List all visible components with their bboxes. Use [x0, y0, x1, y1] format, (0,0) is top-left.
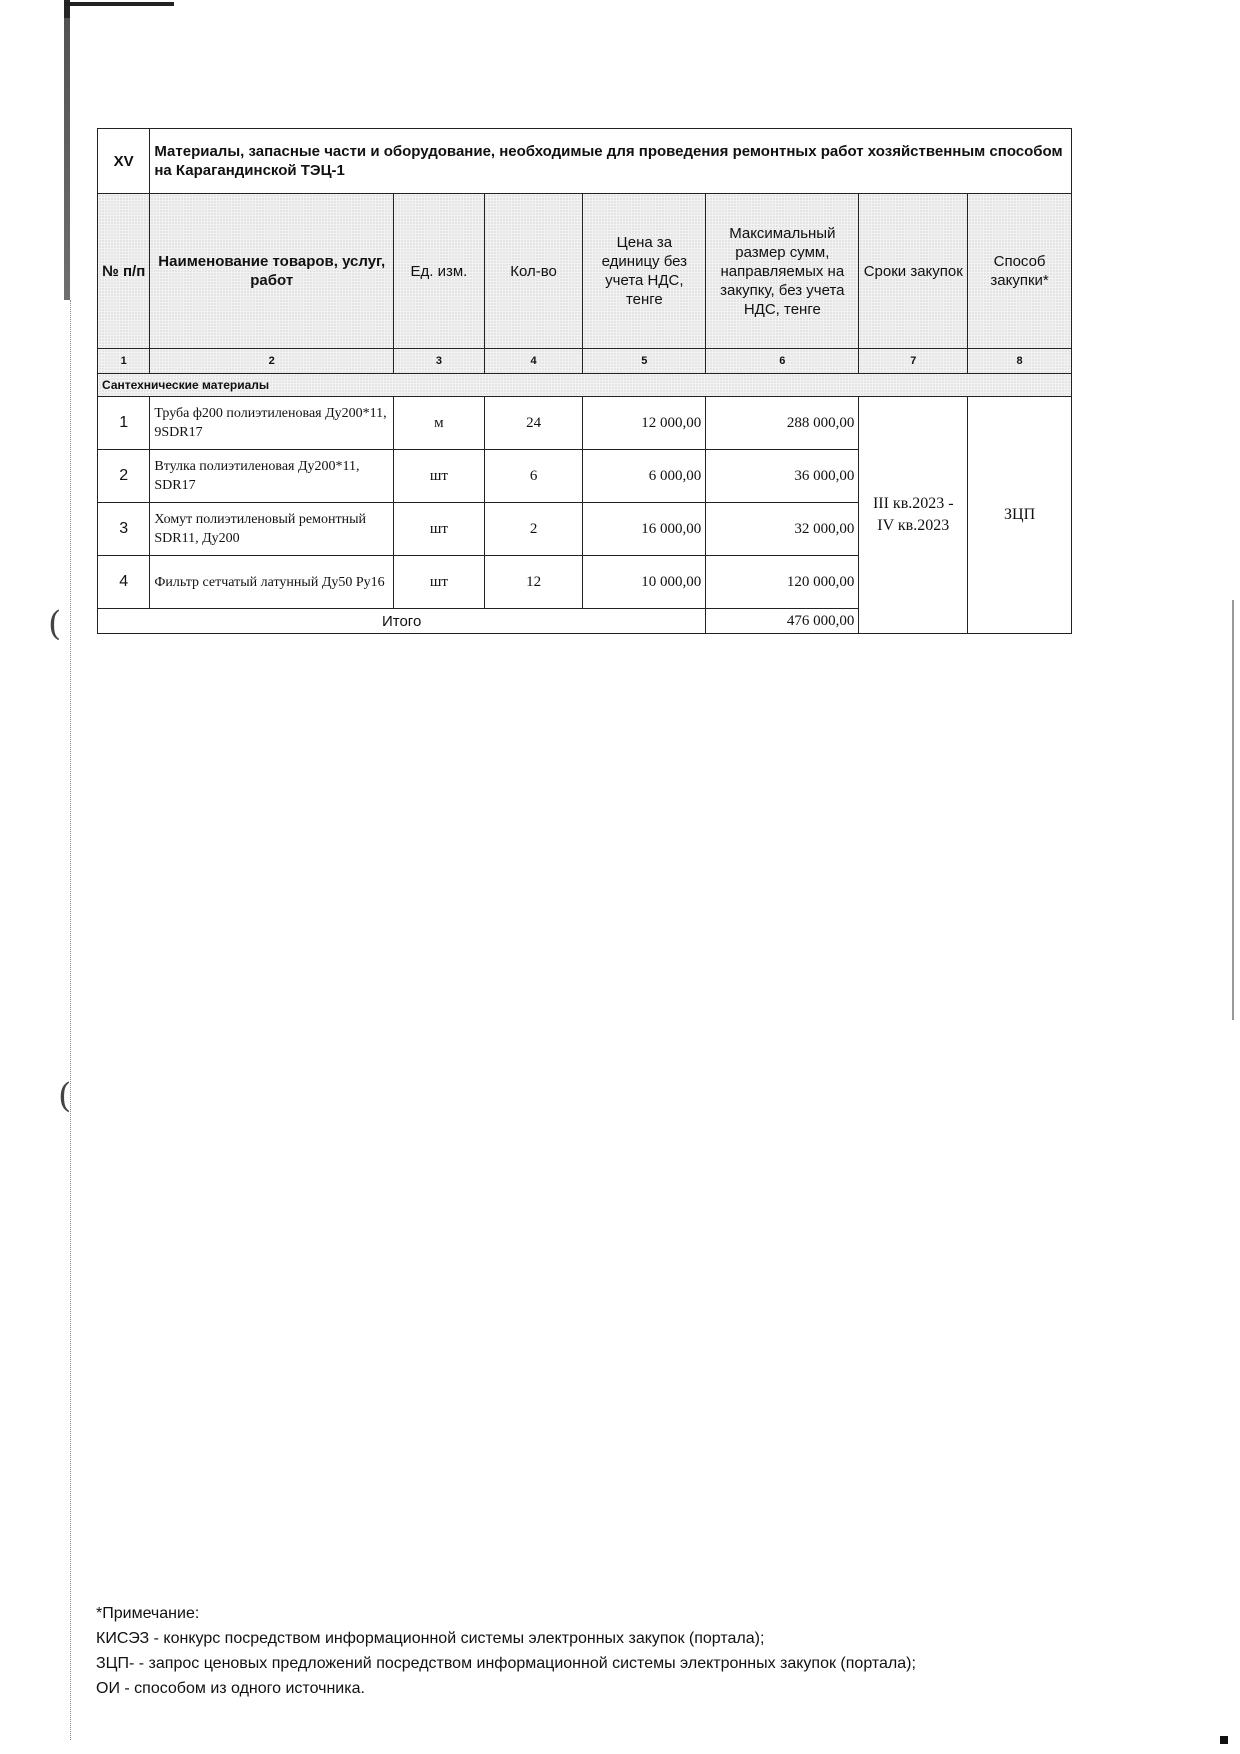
scan-edge-mark-horizontal — [64, 2, 174, 6]
scan-left-edge — [70, 300, 72, 1740]
header-max-amount: Максимальный размер сумм, направляемых на закупку, без учета НДС, тенге — [706, 194, 859, 349]
item-amount: 288 000,00 — [706, 397, 859, 450]
column-index: 8 — [968, 349, 1072, 374]
group-label: Сантехнические материалы — [98, 374, 1072, 397]
item-unit: шт — [394, 450, 485, 503]
footnote-line: КИСЭЗ - конкурс посредством информационной системы электронных закупок (портала); — [96, 1630, 765, 1647]
item-amount: 32 000,00 — [706, 503, 859, 556]
footnote-line: ОИ - способом из одного источника. — [96, 1680, 365, 1697]
item-quantity: 2 — [484, 503, 583, 556]
item-quantity: 6 — [484, 450, 583, 503]
item-unit-price: 16 000,00 — [583, 503, 706, 556]
item-quantity: 12 — [484, 556, 583, 609]
punch-hole-mark: ( — [58, 1076, 72, 1116]
column-index-row — [98, 349, 1072, 374]
header-quantity: Кол-во — [484, 194, 583, 349]
item-name: Хомут полиэтиленовый ремонтный SDR11, Ду200 — [150, 503, 394, 556]
header-name: Наименование товаров, услуг, работ — [150, 194, 394, 349]
row-number: 1 — [98, 397, 150, 450]
row-number: 4 — [98, 556, 150, 609]
procurement-table — [97, 128, 1072, 634]
group-row — [98, 374, 1072, 397]
row-number: 2 — [98, 450, 150, 503]
procurement-period: III кв.2023 - IV кв.2023 — [859, 397, 968, 634]
scan-edge-mark — [64, 0, 70, 300]
procurement-method: ЗЦП — [968, 397, 1072, 634]
item-unit: м — [394, 397, 485, 450]
item-name: Фильтр сетчатый латунный Ду50 Ру16 — [150, 556, 394, 609]
footnote-heading: *Примечание: — [96, 1605, 200, 1622]
row-number: 3 — [98, 503, 150, 556]
item-name: Труба ф200 полиэтиленовая Ду200*11, 9SDR17 — [150, 397, 394, 450]
table-row — [98, 397, 1072, 450]
footnote-line: ЗЦП- - запрос ценовых предложений посредством информационной системы электронных закупок (портала); — [96, 1655, 916, 1672]
scan-right-edge — [1232, 600, 1234, 1020]
punch-hole-mark: ( — [48, 604, 62, 644]
item-unit-price: 10 000,00 — [583, 556, 706, 609]
column-index: 5 — [583, 349, 706, 374]
item-amount: 36 000,00 — [706, 450, 859, 503]
column-index: 2 — [150, 349, 394, 374]
header-unit-price: Цена за единицу без учета НДС, тенге — [583, 194, 706, 349]
total-label: Итого — [98, 609, 706, 634]
item-quantity: 24 — [484, 397, 583, 450]
column-index: 4 — [484, 349, 583, 374]
column-index: 6 — [706, 349, 859, 374]
header-number: № п/п — [98, 194, 150, 349]
header-period: Сроки закупок — [859, 194, 968, 349]
total-amount: 476 000,00 — [706, 609, 859, 634]
item-unit-price: 6 000,00 — [583, 450, 706, 503]
column-index: 1 — [98, 349, 150, 374]
column-index: 3 — [394, 349, 485, 374]
item-unit: шт — [394, 503, 485, 556]
item-unit-price: 12 000,00 — [583, 397, 706, 450]
header-row — [98, 194, 1072, 349]
item-amount: 120 000,00 — [706, 556, 859, 609]
footnote-block — [96, 1601, 916, 1701]
header-method: Способ закупки* — [968, 194, 1072, 349]
item-name: Втулка полиэтиленовая Ду200*11, SDR17 — [150, 450, 394, 503]
scan-corner-mark — [1220, 1736, 1228, 1744]
header-unit: Ед. изм. — [394, 194, 485, 349]
column-index: 7 — [859, 349, 968, 374]
section-title: Материалы, запасные части и оборудование, необходимые для проведения ремонтных работ хозяйственным способом на Карагандинской ТЭЦ-1 — [150, 129, 1072, 194]
item-unit: шт — [394, 556, 485, 609]
section-row — [98, 129, 1072, 194]
section-number: XV — [98, 129, 150, 194]
